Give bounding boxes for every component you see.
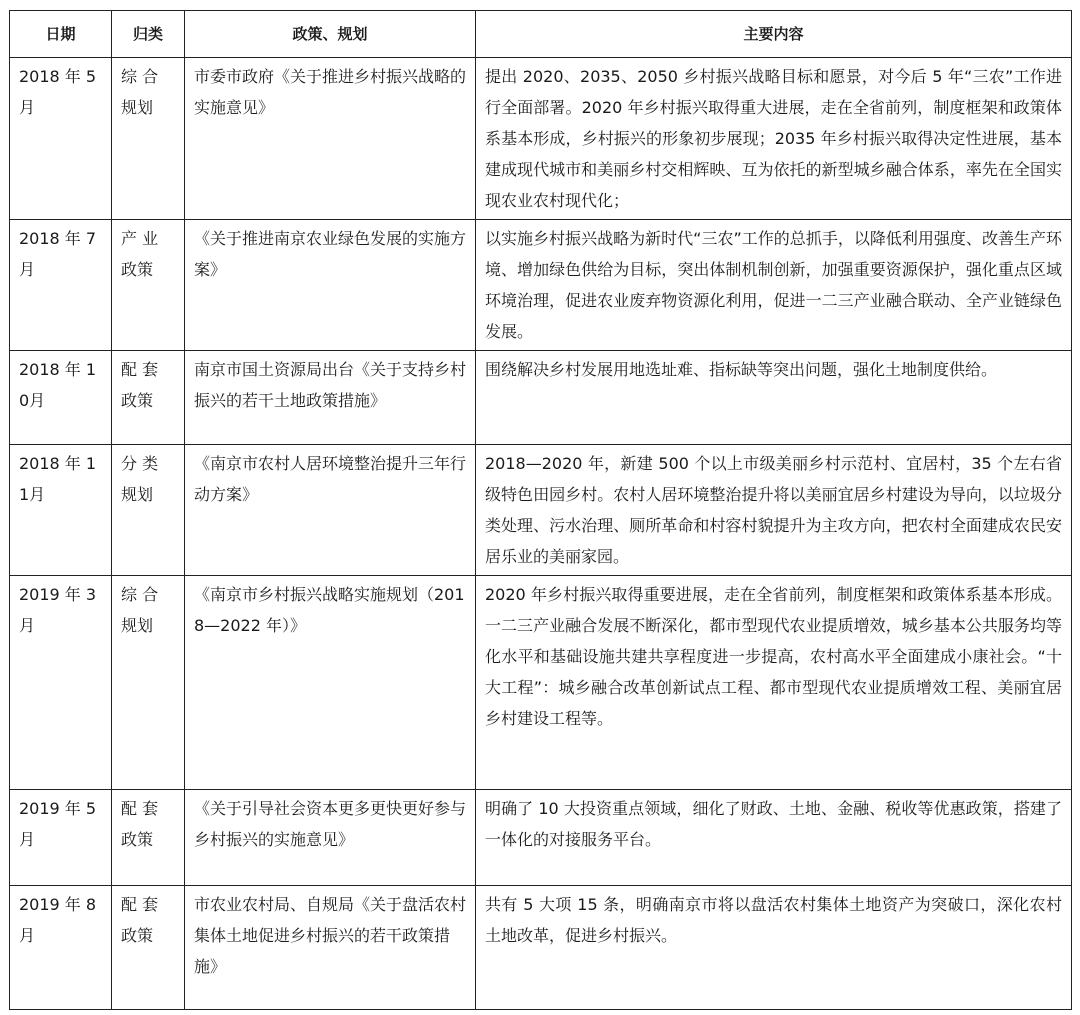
cell-category: 产 业 政策 <box>112 220 185 351</box>
cell-category: 综 合 规划 <box>112 58 185 220</box>
table-row <box>10 220 1072 351</box>
policy-table <box>9 10 1072 1010</box>
header-policy: 政策、规划 <box>185 11 476 58</box>
table-header-row <box>10 11 1072 58</box>
cell-policy: 《关于推进南京农业绿色发展的实施方案》 <box>185 220 476 351</box>
table-row <box>10 886 1072 1010</box>
cell-policy: 《关于引导社会资本更多更快更好参与乡村振兴的实施意见》 <box>185 790 476 886</box>
cell-category: 分 类 规划 <box>112 445 185 576</box>
cell-content: 2018—2020 年，新建 500 个以上市级美丽乡村示范村、宜居村，35 个左右省级特色田园乡村。农村人居环境整治提升将以美丽宜居乡村建设为导向，以垃圾分类处理、污水治理、厕所革命和村容村貌提升为主攻方向，把农村全面建成农民安居乐业的美丽家园。 <box>476 445 1072 576</box>
cell-policy: 《南京市乡村振兴战略实施规划（2018—2022 年）》 <box>185 576 476 790</box>
cell-content: 明确了 10 大投资重点领域，细化了财政、土地、金融、税收等优惠政策，搭建了一体化的对接服务平台。 <box>476 790 1072 886</box>
cell-policy: 《南京市农村人居环境整治提升三年行动方案》 <box>185 445 476 576</box>
table-row <box>10 576 1072 790</box>
cell-date: 2018 年 11月 <box>10 445 112 576</box>
table-row <box>10 445 1072 576</box>
table-row <box>10 58 1072 220</box>
cell-content: 围绕解决乡村发展用地选址难、指标缺等突出问题，强化土地制度供给。 <box>476 351 1072 445</box>
table-row <box>10 351 1072 445</box>
table-row <box>10 790 1072 886</box>
cell-category: 配 套 政策 <box>112 790 185 886</box>
header-category: 归类 <box>112 11 185 58</box>
cell-category: 配 套 政策 <box>112 351 185 445</box>
cell-date: 2018 年 5月 <box>10 58 112 220</box>
cell-date: 2018 年 7月 <box>10 220 112 351</box>
cell-content: 2020 年乡村振兴取得重要进展，走在全省前列，制度框架和政策体系基本形成。一二三产业融合发展不断深化，都市型现代农业提质增效，城乡基本公共服务均等化水平和基础设施共建共享程度进一步提高，农村高水平全面建成小康社会。“十大工程”：城乡融合改革创新试点工程、都市型现代农业提质增效工程、美丽宜居乡村建设工程等。 <box>476 576 1072 790</box>
cell-policy: 市委市政府《关于推进乡村振兴战略的实施意见》 <box>185 58 476 220</box>
header-content: 主要内容 <box>476 11 1072 58</box>
cell-category: 配 套 政策 <box>112 886 185 1010</box>
cell-date: 2019 年 8月 <box>10 886 112 1010</box>
cell-date: 2019 年 5月 <box>10 790 112 886</box>
cell-policy: 市农业农村局、自规局《关于盘活农村集体土地促进乡村振兴的若干政策措施》 <box>185 886 476 1010</box>
cell-category: 综 合 规划 <box>112 576 185 790</box>
cell-date: 2018 年 10月 <box>10 351 112 445</box>
cell-content: 以实施乡村振兴战略为新时代“三农”工作的总抓手，以降低利用强度、改善生产环境、增加绿色供给为目标，突出体制机制创新，加强重要资源保护，强化重点区域环境治理，促进农业废弃物资源化利用，促进一二三产业融合联动、全产业链绿色发展。 <box>476 220 1072 351</box>
header-date: 日期 <box>10 11 112 58</box>
cell-policy: 南京市国土资源局出台《关于支持乡村振兴的若干土地政策措施》 <box>185 351 476 445</box>
cell-content: 共有 5 大项 15 条，明确南京市将以盘活农村集体土地资产为突破口，深化农村土地改革，促进乡村振兴。 <box>476 886 1072 1010</box>
cell-content: 提出 2020、2035、2050 乡村振兴战略目标和愿景，对今后 5 年“三农”工作进行全面部署。2020 年乡村振兴取得重大进展，走在全省前列，制度框架和政策体系基本形成，乡村振兴的形象初步展现；2035 年乡村振兴取得决定性进展，基本建成现代城市和美丽乡村交相辉映、互为依托的新型城乡融合体系，率先在全国实现农业农村现代化； <box>476 58 1072 220</box>
cell-date: 2019 年 3 月 <box>10 576 112 790</box>
